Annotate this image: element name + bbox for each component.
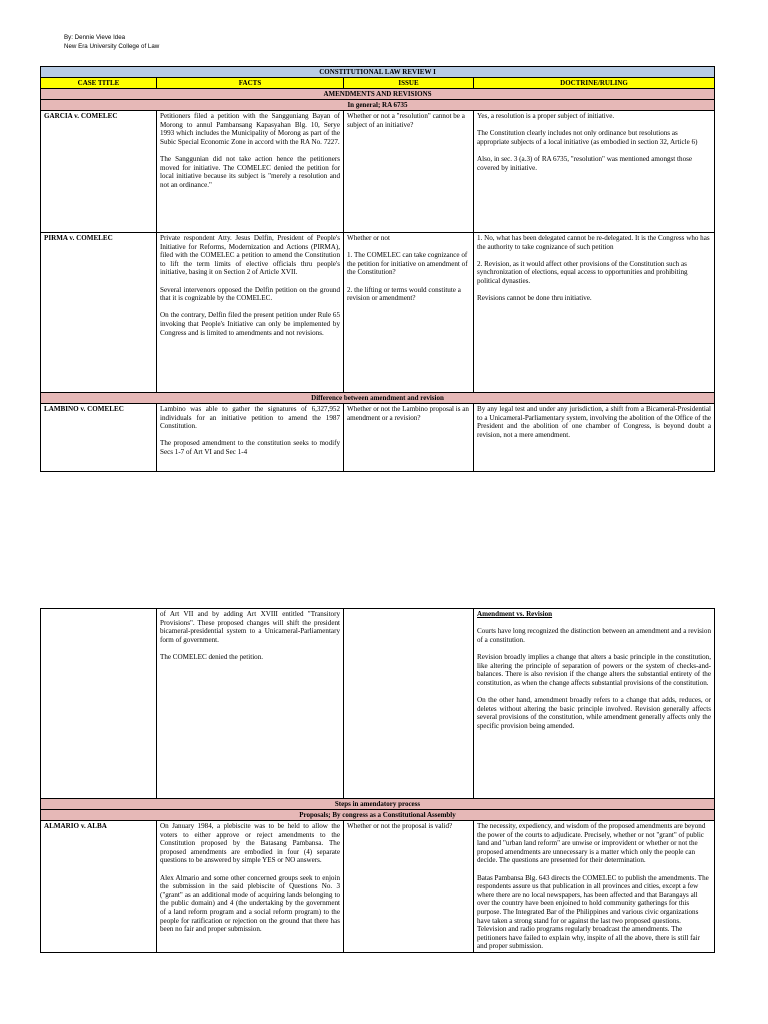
- facts-paragraph: On January 1984, a plebiscite was to be held to allow the voters to either approve or reject amendments to the Constitution proposed by the Batasang Pambansa. The proposed amendments are embodied in four (4) separate questions to be answered by simple YES or NO answers.: [160, 822, 340, 865]
- issue-cell: [344, 111, 474, 233]
- facts-paragraph: Alex Almario and some other concerned groups seek to enjoin the submission in the said plebiscite of Questions No. 3 ("grant" as an additional mode of acquiring lands belonging to the public domain) and 4 (the undertaking by the government of a land reform program and a social reform program) to the people for ratification or rejection on the ground that there has been no fair and proper submission.: [160, 873, 340, 934]
- facts-paragraph: On the contrary, Delfin filed the present petition under Rule 65 invoking that People's Initiative can only be implemented by Congress and is limited to amendments and not revisions.: [160, 311, 340, 337]
- facts-paragraph: of Art VII and by adding Art XVIII entitled "Transitory Provisions". These proposed changes will shift the president bicameral-presidential system to a Unicameral-Parliamentary form of government.: [160, 610, 340, 644]
- issue-paragraph: 2. the lifting or terms would constitute a revision or amendment?: [347, 285, 461, 303]
- ruling-paragraph: By any legal test and under any jurisdiction, a shift from a Bicameral-Presidential to a Unicameral-Parliamentary system, involving the abolition of the Office of the President and the abolition of one chamber of Congress, is beyond doubt a revision, not a mere amendment.: [477, 405, 712, 439]
- byline: [64, 33, 159, 51]
- column-header-row: [41, 78, 715, 89]
- header-case-title: CASE TITLE: [41, 78, 157, 89]
- facts-cell: [157, 111, 344, 233]
- issue-paragraph: 1. The COMELEC can take cognizance of the petition for initiative on amendment of the Constitution?: [347, 251, 468, 277]
- facts-paragraph: Private respondent Atty. Jesus Delfin, President of People's Initiative for Reforms, Modernization and Actions (PIRMA), filed with the COMELEC a petition to amend the Constitution to lift the term limits of elective officials thru people's initiative, basing it on Section 2 of Article XVII.: [160, 234, 340, 277]
- ruling-paragraph: Revision broadly implies a change that alters a basic principle in the constitution, like altering the principle of separation of powers or the system of checks-and-balances. There is also revision if the change alters the substantial entirety of the constitution, as when the change affects substantial provisions of the constitution.: [477, 652, 711, 687]
- facts-paragraph: The COMELEC denied the petition.: [160, 652, 264, 661]
- subsection-row: [41, 100, 715, 111]
- ruling-subheading: Amendment vs. Revision: [477, 610, 553, 618]
- facts-cell: [157, 609, 344, 799]
- issue-paragraph: Whether or not the Lambino proposal is an amendment or a revision?: [347, 405, 469, 422]
- case-title-cell: GARCIA v. COMELEC: [41, 111, 157, 233]
- ruling-paragraph: The necessity, expediency, and wisdom of the proposed amendments are beyond the power of the courts to adjudicate. Precisely, whether or not "grant" of public land and "urban land reform" are unwise or improvident or whether or not the proposed amendments are unnecessary is a matter which only the people can decide. The questions are presented for their determination.: [477, 822, 706, 865]
- ruling-cell: [474, 111, 715, 233]
- issue-paragraph: Whether or not the proposal is valid?: [347, 822, 453, 830]
- ruling-cell: [474, 609, 715, 799]
- subsection-row: [41, 393, 715, 404]
- case-title-cell: PIRMA v. COMELEC: [41, 233, 157, 393]
- issue-paragraph: Whether or not: [347, 234, 390, 242]
- header-doctrine-ruling: DOCTRINE/RULING: [474, 78, 715, 89]
- ruling-paragraph: Yes, a resolution is a proper subject of initiative.: [477, 112, 615, 120]
- case-title-cell: LAMBINO v. COMELEC: [41, 404, 157, 472]
- table-row-lambino: [41, 404, 715, 472]
- author-line: By: Dennie Vieve Idea: [64, 34, 126, 41]
- facts-cell: [157, 233, 344, 393]
- case-title-cell: [41, 609, 157, 799]
- header-issue: ISSUE: [344, 78, 474, 89]
- table-title-row: [41, 67, 715, 78]
- issue-cell: [344, 404, 474, 472]
- issue-cell: [344, 609, 474, 799]
- ruling-paragraph: Courts have long recognized the distinction between an amendment and a revision of a constitution.: [477, 627, 711, 644]
- section-heading: AMENDMENTS AND REVISIONS: [41, 89, 715, 100]
- ruling-paragraph: On the other hand, amendment broadly refers to a change that adds, reduces, or deletes without altering the basic principle involved. Revision generally affects several provisions of the constitution, while amendment generally affects only the specific provision being amended.: [477, 695, 711, 730]
- facts-paragraph: Lambino was able to gather the signatures of 6,327,952 individuals for an initiative petition to amend the 1987 Constitution.: [160, 405, 340, 431]
- subsection-row: [41, 810, 715, 821]
- case-title-cell: ALMARIO v. ALBA: [41, 821, 157, 953]
- issue-cell: [344, 233, 474, 393]
- facts-paragraph: Several intervenors opposed the Delfin petition on the ground that it is cognizable by the COMELEC.: [160, 285, 340, 303]
- section-row: [41, 799, 715, 810]
- ruling-paragraph: 1. No, what has been delegated cannot be re-delegated. It is the Congress who has the authority to take cognizance of such petition: [477, 234, 710, 251]
- section-row: [41, 89, 715, 100]
- ruling-cell: [474, 404, 715, 472]
- table-row-garcia: [41, 111, 715, 233]
- table-row-lambino-continued: [41, 609, 715, 799]
- table-row-pirma: [41, 233, 715, 393]
- facts-paragraph: The proposed amendment to the constitution seeks to modify Secs 1-7 of Art VI and Sec 1-4: [160, 439, 340, 456]
- issue-paragraph: Whether or not a "resolution" cannot be a subject of an initiative?: [347, 112, 465, 129]
- facts-paragraph: The Sanggunian did not take action hence the petitioners moved for initiative. The COMELEC denied the petition for local initiative because its subject is "merely a resolution and not an ordinance.": [160, 154, 340, 189]
- table-row-almario: [41, 821, 715, 953]
- issue-cell: [344, 821, 474, 953]
- section-heading: Steps in amendatory process: [41, 799, 715, 810]
- ruling-paragraph: 2. Revision, as it would affect other provisions of the Constitution such as synchronization of elections, equal access to opportunities and prohibiting political dynasties.: [477, 259, 688, 285]
- subsection-heading: Difference between amendment and revision: [41, 393, 715, 404]
- facts-cell: [157, 821, 344, 953]
- subsection-heading: In general; RA 6735: [41, 100, 715, 111]
- ruling-cell: [474, 233, 715, 393]
- review-table-part-2: [40, 608, 715, 953]
- ruling-paragraph: Revisions cannot be done thru initiative.: [477, 294, 592, 303]
- header-facts: FACTS: [157, 78, 344, 89]
- review-table-part-1: [40, 66, 715, 472]
- ruling-paragraph: The Constitution clearly includes not only ordinance but resolutions as appropriate subjects of a local initiative (as embodied in section 32, Article 6): [477, 129, 698, 146]
- table-title: CONSTITUTIONAL LAW REVIEW I: [41, 67, 715, 78]
- ruling-paragraph: Also, in sec. 3 (a.3) of RA 6735, "resolution" was mentioned amongst those covered by initiative.: [477, 154, 693, 172]
- ruling-paragraph: Batas Pambansa Blg. 643 directs the COMELEC to publish the amendments. The respondents assure us that publication in all provinces and cities, except a few where there are no local newspapers, has been affected and that Barangays all over the country have been enjoined to hold community gatherings for this purpose. The Integrated Bar of the Philippines and various civic organizations have taken a strong stand for or against the last two proposed questions. Television and radio programs regularly broadcast the amendments. The petitioners have failed to explain why, inspite of all the above, there is still fair and proper submission.: [477, 873, 709, 951]
- school-line: New Era University College of Law: [64, 43, 160, 51]
- facts-paragraph: Petitioners filed a petition with the Sangguniang Bayan of Morong to annul Pambansang Kapasyahan Blg. 10, Serye 1993 which includes the Municipality of Morong as part of the Subic Special Economic Zone in accord with the RA No. 7227.: [160, 112, 340, 146]
- facts-cell: [157, 404, 344, 472]
- ruling-cell: [474, 821, 715, 953]
- subsection-heading: Proposals; By congress as a Constitutional Assembly: [41, 810, 715, 821]
